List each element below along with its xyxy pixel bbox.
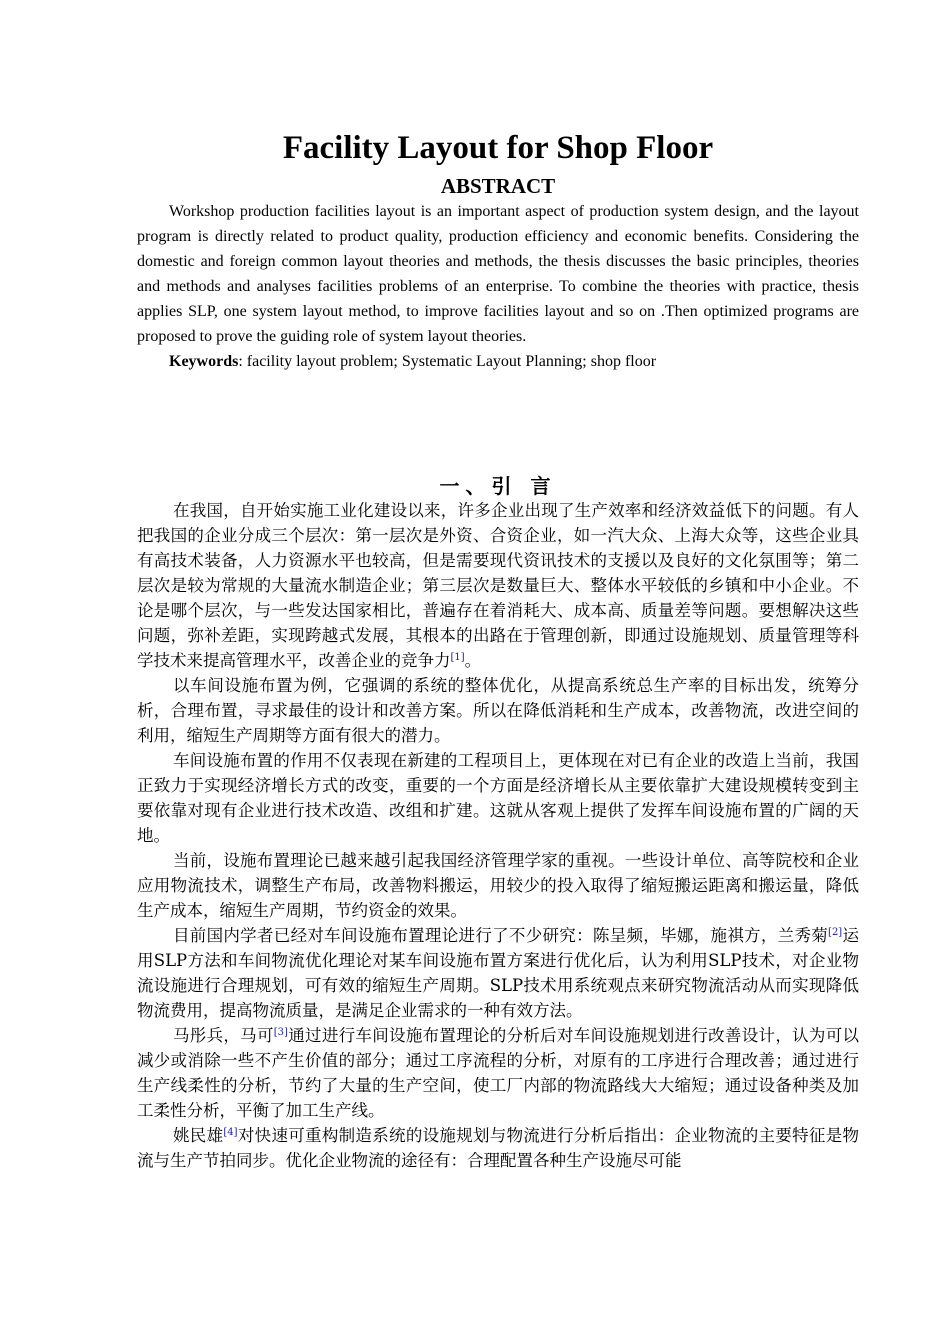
paragraph	[137, 498, 859, 673]
paragraph: 以车间设施布置为例，它强调的系统的整体优化，从提高系统总生产率的目标出发，统筹分析，合理布置，寻求最佳的设计和改善方案。所以在降低消耗和生产成本，改善物流，改进空间的利用，缩短生产周期等方面有很大的潜力。	[137, 676, 859, 745]
citation-link[interactable]: [2]	[828, 927, 843, 938]
paper-title: Facility Layout for Shop Floor	[282, 130, 714, 166]
citation-link[interactable]: [1]	[450, 652, 465, 663]
keywords-text: : facility layout problem; Systematic Layout Planning; shop floor	[238, 353, 657, 370]
citation-link[interactable]: [4]	[223, 1127, 238, 1138]
paragraph: 当前，设施布置理论已越来越引起我国经济管理学家的重视。一些设计单位、高等院校和企业应用物流技术，调整生产布局，改善物料搬运，用较少的投入取得了缩短搬运距离和搬运量，降低生产成本，缩短生产周期，节约资金的效果。	[137, 851, 859, 920]
citation-link[interactable]: [3]	[273, 1027, 288, 1038]
paragraph	[137, 1023, 859, 1123]
paragraph-text: 对快速可重构制造系统的设施规划与物流进行分析后指出：企业物流的主要特征是物流与生产节拍同步。优化企业物流的途径有：合理配置各种生产设施尽可能	[137, 1126, 860, 1170]
paragraph-text: 通过进行车间设施布置理论的分析后对车间设施规划进行改善设计，认为可以减少或消除一些不产生价值的部分；通过工序流程的分析，对原有的工序进行合理改善；通过进行生产线柔性的分析，节约了大量的生产空间，使工厂内部的物流路线大大缩短；通过设备种类及加工柔性分析，平衡了加工生产线。	[137, 1026, 860, 1120]
paragraph-text: 。	[464, 651, 482, 670]
paragraph	[137, 1123, 859, 1173]
keywords-line	[137, 349, 859, 374]
paragraph-text: 在我国，自开始实施工业化建设以来，许多企业出现了生产效率和经济效益低下的问题。有人把我国的企业分成三个层次：第一层次是外资、合资企业，如一汽大众、上海大众等，这些企业具有高技术装备，人力资源水平也较高，但是需要现代资讯技术的支援以及良好的文化氛围等；第二层次是较为常规的大量流水制造企业；第三层次是数量巨大、整体水平较低的乡镇和中小企业。不论是哪个层次，与一些发达国家相比，普遍存在着消耗大、成本高、质量差等问题。要想解决这些问题，弥补差距，实现跨越式发展，其根本的出路在于管理创新，即通过设施规划、质量管理等科学技术来提高管理水平，改善企业的竞争力	[137, 501, 859, 670]
introduction-body	[137, 498, 859, 1173]
section-heading: 一、引 言	[439, 474, 557, 498]
abstract-section	[137, 199, 859, 374]
paragraph-text: 马彤兵，马可	[173, 1026, 274, 1045]
paragraph: 车间设施布置的作用不仅表现在新建的工程项目上，更体现在对已有企业的改造上当前，我国正致力于实现经济增长方式的改变，重要的一个方面是经济增长从主要依靠扩大建设规模转变到主要依靠对现有企业进行技术改造、改组和扩建。这就从客观上提供了发挥车间设施布置的广阔的天地。	[137, 751, 859, 845]
paragraph	[137, 923, 859, 1023]
abstract-body: Workshop production facilities layout is an important aspect of production system design, and the layout program is directly related to product quality, production efficiency and economic benefits. Considering the domestic and foreign common layout theories and methods, the thesis discusses the basic principles, theories and methods and analyses facilities problems of an enterprise. To combine the theories with practice, thesis applies SLP, one system layout method, to improve facilities layout and so on .Then optimized programs are proposed to prove the guiding role of system layout theories.	[137, 203, 859, 345]
paragraph-text: 姚民雄	[173, 1126, 224, 1145]
keywords-label: Keywords	[169, 353, 239, 370]
paragraph-text: 运用SLP方法和车间物流优化理论对某车间设施布置方案进行优化后，认为利用SLP技术，对企业物流设施进行合理规划，可有效的缩短生产周期。SLP技术用系统观点来研究物流活动从而实现降低物流费用，提高物流质量，是满足企业需求的一种有效方法。	[137, 926, 860, 1020]
abstract-heading: ABSTRACT	[440, 174, 556, 198]
paragraph-text: 目前国内学者已经对车间设施布置理论进行了不少研究：陈呈频，毕娜，施祺方，兰秀菊	[173, 926, 829, 945]
